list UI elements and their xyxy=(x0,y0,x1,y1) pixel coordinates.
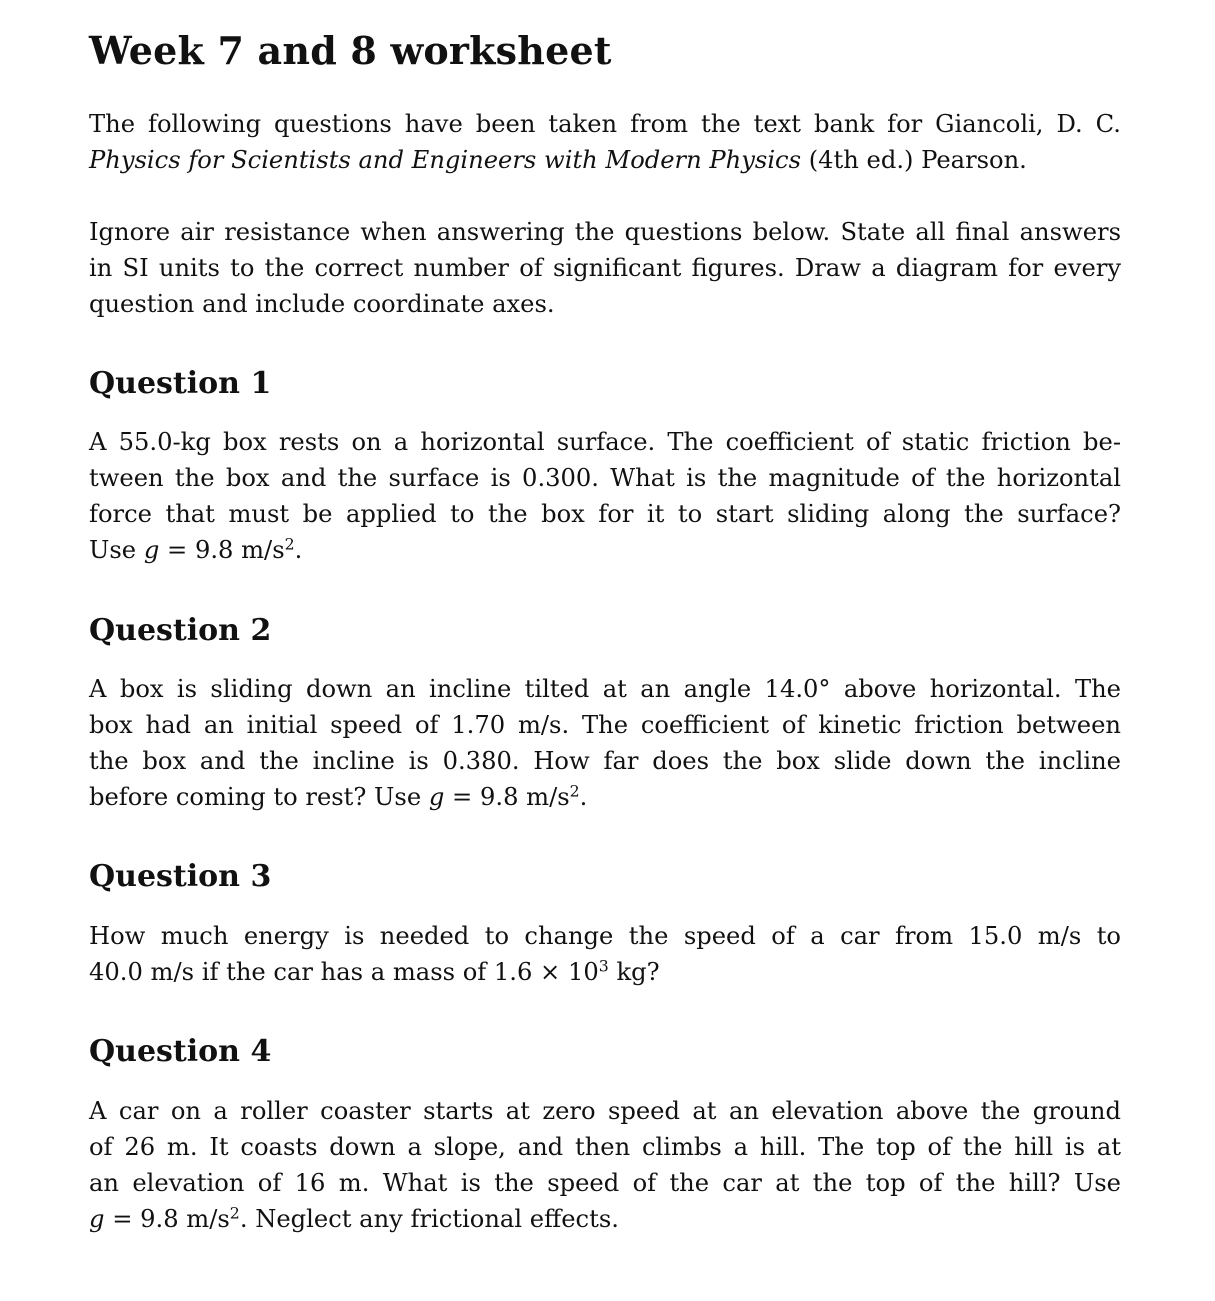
question-4-heading: Question 4 xyxy=(89,1034,272,1069)
q2-g-value: = 9.8 m/s xyxy=(452,783,570,811)
instructions-line-3: question and include coordinate axes. xyxy=(89,290,555,318)
q1-g-symbol: g xyxy=(143,536,160,564)
intro-line-1: The following questions have been taken from the text bank for Giancoli, D. C. xyxy=(89,110,1121,138)
q3-suffix: kg? xyxy=(608,958,660,986)
q1-period: . xyxy=(294,536,303,564)
question-4-text xyxy=(89,1093,1121,1237)
question-2-text xyxy=(89,671,1121,815)
instructions-line-2: in SI units to the correct number of significant figures. Draw a diagram for every xyxy=(89,254,1121,282)
q2-line-3: the box and the incline is 0.380. How far does the box slide down the incline xyxy=(89,747,1121,775)
q2-line-1: A box is sliding down an incline tilted at an angle 14.0° above horizontal. The xyxy=(89,675,1121,703)
q4-g-value: = 9.8 m/s xyxy=(112,1205,230,1233)
q1-line-3: force that must be applied to the box for it to start sliding along the surface? xyxy=(89,500,1121,528)
q4-line-1: A car on a roller coaster starts at zero speed at an elevation above the ground xyxy=(89,1097,1121,1125)
intro-paragraph xyxy=(89,106,1121,178)
q2-prefix: before coming to rest? Use xyxy=(89,783,422,811)
q2-line-4 xyxy=(89,779,1121,815)
question-3-text xyxy=(89,918,1121,990)
q2-g-symbol: g xyxy=(428,783,445,811)
question-1-text xyxy=(89,424,1121,568)
page-title: Week 7 and 8 worksheet xyxy=(89,28,612,73)
q1-use: Use xyxy=(89,536,137,564)
q2-period: . xyxy=(579,783,588,811)
question-1-heading: Question 1 xyxy=(89,366,272,401)
intro-line-2 xyxy=(89,142,1121,178)
q4-line-4 xyxy=(89,1201,1121,1237)
q4-exponent: 2 xyxy=(229,1203,240,1223)
q1-line-1: A 55.0-kg box rests on a horizontal surface. The coefficient of static friction be- xyxy=(89,428,1121,456)
question-2-heading: Question 2 xyxy=(89,613,272,648)
q1-line-2: tween the box and the surface is 0.300. What is the magnitude of the horizontal xyxy=(89,464,1121,492)
q3-line-1: How much energy is needed to change the speed of a car from 15.0 m/s to xyxy=(89,922,1121,950)
q1-exponent: 2 xyxy=(284,534,295,554)
instructions-paragraph xyxy=(89,214,1121,322)
q3-prefix: 40.0 m/s if the car has a mass of 1.6 × 10 xyxy=(89,958,599,986)
book-title: Physics for Scientists and Engineers with Modern Physics xyxy=(89,146,802,174)
q4-line-3: an elevation of 16 m. What is the speed of the car at the top of the hill? Use xyxy=(89,1169,1121,1197)
q4-g-symbol: g xyxy=(89,1205,105,1233)
q2-line-2: box had an initial speed of 1.70 m/s. The coefficient of kinetic friction between xyxy=(89,711,1121,739)
question-3-heading: Question 3 xyxy=(89,859,272,894)
q4-line-2: of 26 m. It coasts down a slope, and then climbs a hill. The top of the hill is at xyxy=(89,1133,1121,1161)
q3-exponent: 3 xyxy=(598,956,609,976)
q1-line-4 xyxy=(89,532,1121,568)
instructions-line-1: Ignore air resistance when answering the questions below. State all final answers xyxy=(89,218,1121,246)
q3-line-2 xyxy=(89,954,1121,990)
q1-g-value: = 9.8 m/s xyxy=(167,536,285,564)
book-edition: (4th ed.) Pearson. xyxy=(808,146,1027,174)
q4-suffix: . Neglect any frictional effects. xyxy=(239,1205,619,1233)
q2-exponent: 2 xyxy=(569,781,580,801)
